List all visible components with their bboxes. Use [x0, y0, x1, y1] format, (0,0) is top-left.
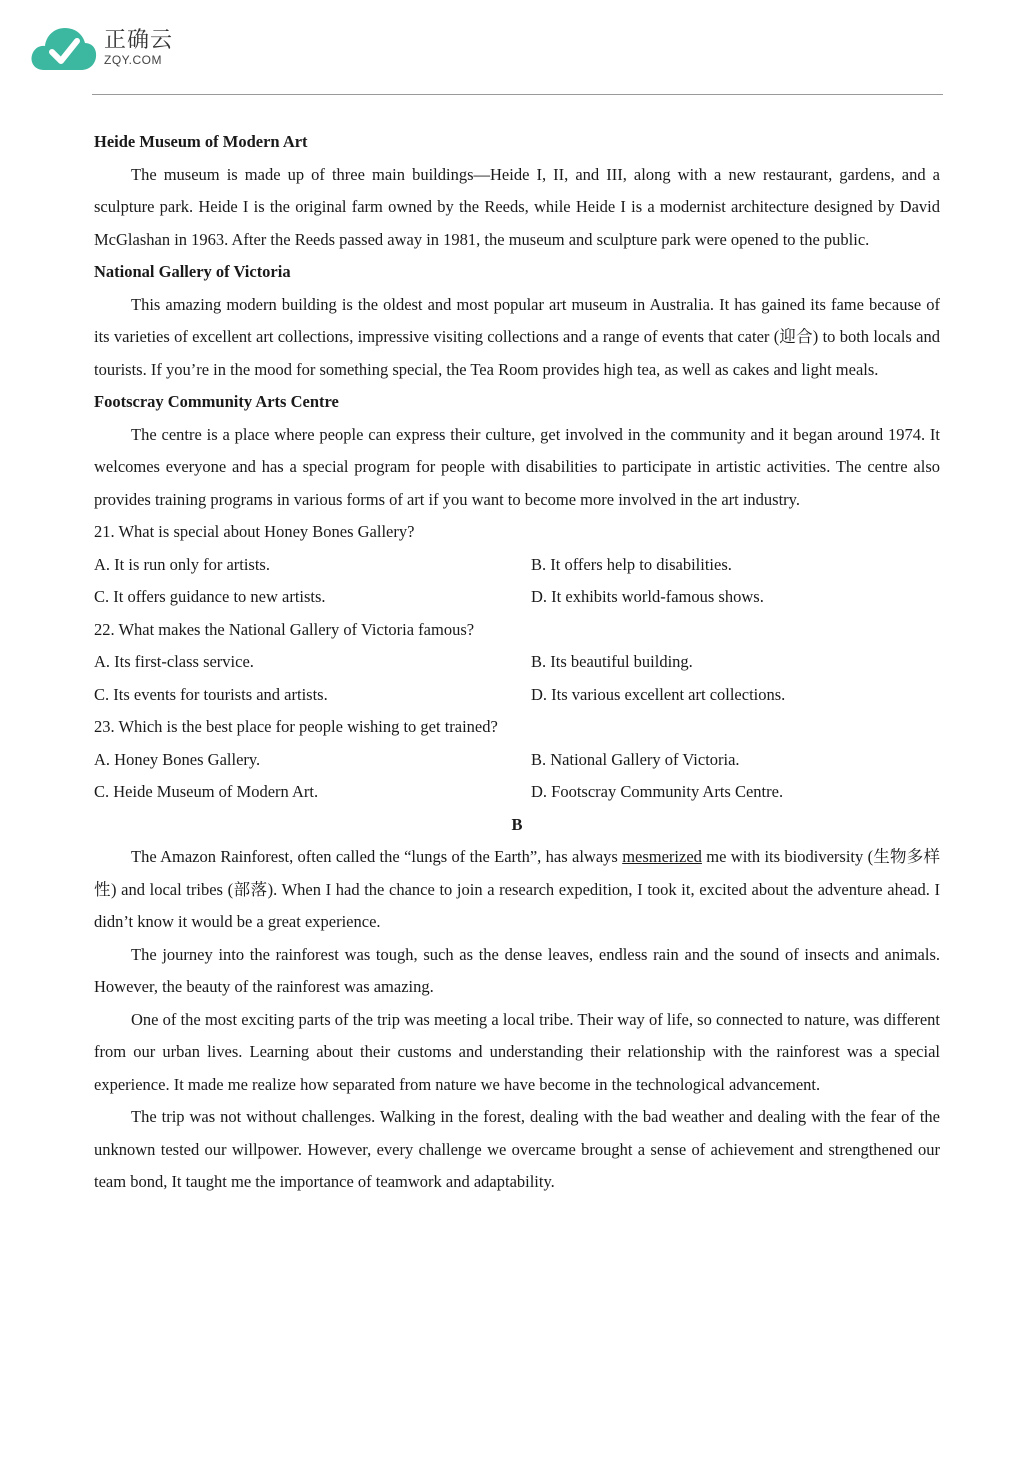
option-d: D. It exhibits world-famous shows. [531, 587, 764, 606]
option-c: C. Its events for tourists and artists. [94, 684, 328, 704]
option-c: C. It offers guidance to new artists. [94, 587, 326, 606]
header-divider [92, 94, 943, 95]
option-row [94, 549, 940, 582]
section-heading: National Gallery of Victoria [94, 262, 291, 281]
logo-name-cn: 正确云 [104, 28, 174, 53]
underlined-word: mesmerized [622, 847, 702, 866]
option-row [94, 646, 940, 679]
option-row [94, 744, 940, 777]
logo-text [104, 29, 173, 67]
paragraph: The museum is made up of three main buildings—Heide I, II, and III, along with a new restaurant, gardens, and a sculpture park. Heide I is the original farm owned by the Reeds, while Heide I is a modernist architecture designed by David McGlashan in 1963. After the Reeds passed away in 1981, the museum and sculpture park were opened to the public. [94, 164, 940, 249]
logo-name-en: ZQY.COM [104, 53, 162, 67]
section-heading: Footscray Community Arts Centre [94, 392, 339, 411]
option-b: B. Its beautiful building. [531, 652, 693, 671]
paragraph [94, 841, 940, 939]
option-d: D. Footscray Community Arts Centre. [531, 782, 784, 801]
option-d: D. Its various excellent art collections. [531, 684, 786, 704]
paragraph: The centre is a place where people can express their culture, get involved in the community and it began around 1974. It welcomes everyone and has a special program for people with disabilities to participate in artistic activities. The centre also provides training programs in various forms of art if you want to become more involved in the art industry. [94, 424, 940, 509]
paragraph: One of the most exciting parts of the trip was meeting a local tribe. Their way of life, so connected to nature, was different from our urban lives. Learning about their customs and understanding their relationship with the rainforest was a special experience. It made me realize how separated from nature we have become in the technological advancement. [94, 1009, 940, 1094]
section-heading: Heide Museum of Modern Art [94, 132, 308, 151]
document-body [94, 126, 940, 1199]
option-b: B. National Gallery of Victoria. [531, 749, 740, 769]
option-c: C. Heide Museum of Modern Art. [94, 782, 319, 801]
option-a: A. It is run only for artists. [94, 554, 270, 574]
paragraph: This amazing modern building is the oldest and most popular art museum in Australia. It has gained its fame because of its varieties of excellent art collections, impressive visiting collections and a range of events that cater (迎合) to both locals and tourists. If you’re in the mood for something special, the Tea Room provides high tea, as well as cakes and light meals. [94, 294, 940, 379]
paragraph: The journey into the rainforest was tough, such as the dense leaves, endless rain and the sound of insects and animals. However, the beauty of the rainforest was amazing. [94, 944, 940, 996]
option-row [94, 581, 940, 614]
site-logo [30, 24, 173, 72]
cloud-check-icon [30, 24, 98, 72]
option-a: A. Its first-class service. [94, 652, 254, 671]
question-stem: 21. What is special about Honey Bones Gallery? [94, 522, 415, 541]
text-run: me with its biodiversity (生物多样性) and local tribes (部落). When I had the chance to join a research expedition, I took it, excited about the adventure ahead. I didn’t know it would be a great experience. [94, 847, 941, 931]
option-row [94, 679, 940, 712]
text-run: The Amazon Rainforest, often called the “lungs of the Earth”, has always [131, 847, 623, 866]
question-stem: 23. Which is the best place for people wishing to get trained? [94, 717, 498, 736]
option-row [94, 776, 940, 809]
option-a: A. Honey Bones Gallery. [94, 749, 261, 769]
question-stem: 22. What makes the National Gallery of Victoria famous? [94, 619, 475, 639]
part-title: B [511, 814, 523, 834]
option-b: B. It offers help to disabilities. [531, 554, 732, 574]
paragraph: The trip was not without challenges. Walking in the forest, dealing with the bad weather and dealing with the fear of the unknown tested our willpower. However, every challenge we overcame brought a sense of achievement and strengthened our team bond, It taught me the importance of teamwork and adaptability. [94, 1107, 940, 1191]
